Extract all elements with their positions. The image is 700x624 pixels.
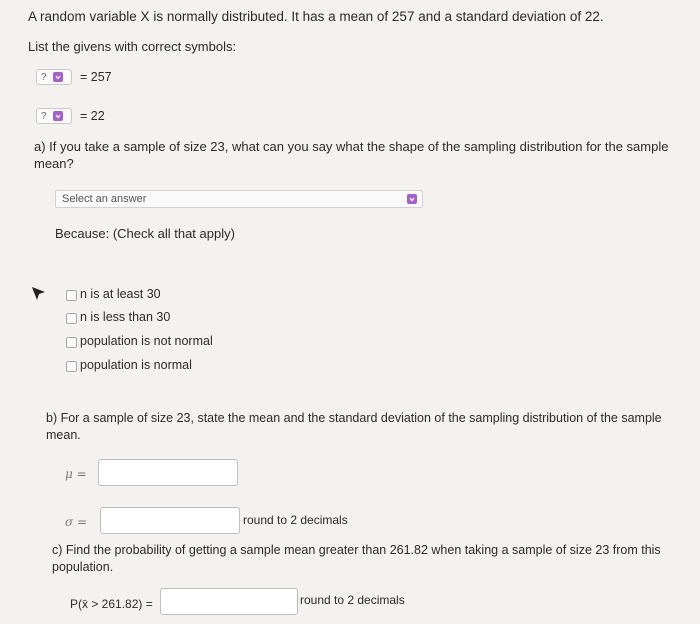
given-symbol-select-1[interactable] xyxy=(36,69,72,85)
sigma-label: σ = xyxy=(65,515,88,529)
checkbox-n-at-least-30[interactable] xyxy=(66,290,77,301)
part-a-question: a) If you take a sample of size 23, what can you say what the shape of the sampling distribution for the sample mean? xyxy=(34,139,669,171)
given-symbol-value: ? xyxy=(41,71,47,83)
part-b-question: b) For a sample of size 23, state the mean and the standard deviation of the sampling distribution of the sample mean. xyxy=(46,411,662,442)
sigma-rounding-hint: round to 2 decimals xyxy=(243,513,348,527)
part-c-question: c) Find the probability of getting a sample mean greater than 261.82 when taking a sample of size 23 from this population. xyxy=(52,543,661,574)
dropdown-arrow-icon xyxy=(53,72,63,82)
option-label: n is at least 30 xyxy=(80,287,161,301)
sigma-input[interactable] xyxy=(100,507,240,534)
checkbox-population-not-normal[interactable] xyxy=(66,337,77,348)
mouse-cursor-icon xyxy=(31,285,47,301)
checkbox-population-normal[interactable] xyxy=(66,361,77,372)
option-label: population is normal xyxy=(80,358,192,372)
mu-label: μ = xyxy=(65,467,87,481)
givens-instruction: List the givens with correct symbols: xyxy=(28,39,237,54)
probability-rounding-hint: round to 2 decimals xyxy=(300,593,405,607)
probability-label: P(x̄ > 261.82) = xyxy=(70,597,153,611)
shape-answer-select[interactable] xyxy=(55,190,423,208)
option-label: population is not normal xyxy=(80,334,213,348)
select-placeholder: Select an answer xyxy=(62,193,147,205)
problem-statement: A random variable X is normally distributed. It has a mean of 257 and a standard deviation of 22. xyxy=(28,9,604,24)
option-label: n is less than 30 xyxy=(80,310,171,324)
given-value-1: = 257 xyxy=(80,70,112,84)
mu-input[interactable] xyxy=(98,459,238,486)
probability-input[interactable] xyxy=(160,588,298,615)
dropdown-arrow-icon xyxy=(407,194,417,204)
checkbox-n-less-than-30[interactable] xyxy=(66,313,77,324)
given-symbol-value: ? xyxy=(41,110,47,122)
dropdown-arrow-icon xyxy=(53,111,63,121)
given-symbol-select-2[interactable] xyxy=(36,108,72,124)
given-value-2: = 22 xyxy=(80,109,105,123)
because-label: Because: (Check all that apply) xyxy=(55,226,235,241)
